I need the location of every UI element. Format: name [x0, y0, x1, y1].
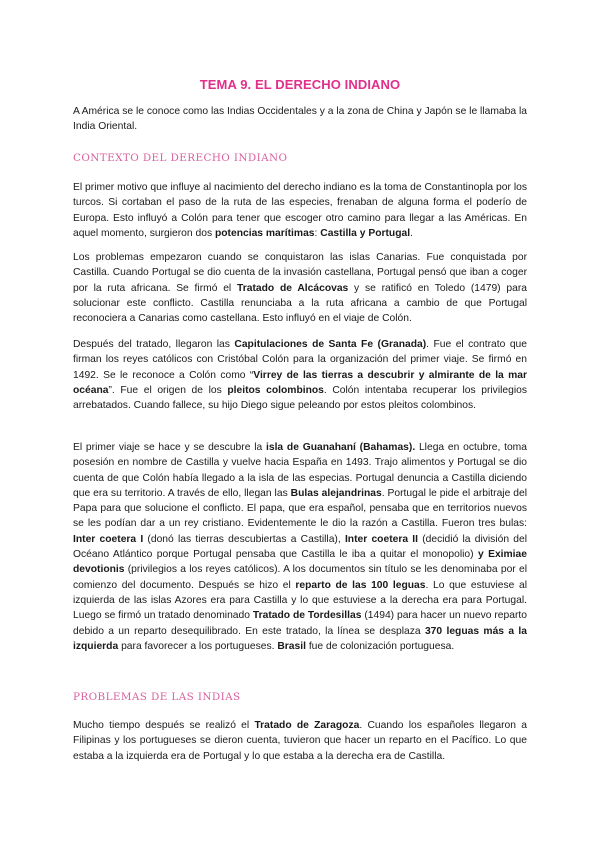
page-title: TEMA 9. EL DERECHO INDIANO [199, 77, 401, 92]
text-run: y se ratificó en Toledo (1479) para solucionar este conflicto. Castilla renunciaba a la ruta africana a cambio de que Portugal reconociera a Canarias como castellana. Esto influyó en el viaje de Colón. [73, 282, 527, 325]
bold-term: potencias marítimas [214, 227, 315, 239]
text-run: El primer motivo que influye al nacimiento del derecho indiano es la toma de Constantinopla por los turcos. Si cortaban el paso de la ruta de las especies, frenaban de alguna forma el poderío de Europa. Esto influyó a Colón para tener que escoger otro camino para llegar a las Américas. En aquel momento, surgieron dos [73, 182, 527, 239]
bold-term: Virrey de las tierras a descubrir y almirante de la mar océana [73, 369, 528, 396]
bold-term: Inter coetera I [73, 533, 144, 545]
text-run: Llega en octubre, toma posesión en nombre de Castilla y vuelve hacia España en 1493. Trajo alimentos y Portugal se dio cuenta de que Colón había llegado a la isla de las especias. Portugal denuncia a Castilla diciendo que era su territorio. A través de ello, llegan las [73, 442, 527, 499]
bold-term: Capitulaciones de Santa Fe (Granada) [234, 339, 427, 350]
text-run: (donó las tierras descubiertas a Castilla), [143, 533, 345, 545]
paragraph [73, 718, 527, 764]
text-run: . Lo que estuviese al izquierda de las islas Azores era para Castilla y lo que estuviese a la derecha era para Portugal. Luego se firmó un tratado denominado [73, 579, 528, 622]
bold-term: Castilla y Portugal [320, 227, 411, 239]
text-run: . Cuando los españoles llegaron a Filipinas y los portugueses se dieron cuenta, tuvieron que hacer un reparto en el Pacífico. Lo que estaba a la izquierda era de Portugal y lo que estaba a la derecha era de Castilla. [73, 720, 527, 762]
bold-term: reparto de las 100 leguas [295, 579, 426, 591]
bold-term: Brasil [277, 640, 306, 652]
bold-term: Tratado de Alcácovas [236, 282, 349, 294]
text-run: Los problemas empezaron cuando se conquistaron las islas Canarias. Fue conquistada por Castilla. Cuando Portugal se dio cuenta de la invasión castellana, Portugal pensó que iban a coger por la ruta africana. Se firmó el [73, 252, 527, 294]
text-run: (privilegios a los reyes católicos). A los documentos sin título se les denominaba por el comienzo del documento. Después se hizo el [73, 564, 527, 591]
text-run: Después del tratado, llegaron las [73, 339, 235, 350]
bold-term: 370 leguas más a la izquierda [73, 625, 527, 652]
paragraph [73, 337, 527, 413]
text-run: . Fue el contrato que firman los reyes católicos con Cristóbal Colón para la organización del primer viaje. Se firmó en 1492. Se le reconoce a Colón como “ [73, 339, 528, 381]
bold-term: y Eximiae devotionis [73, 549, 527, 576]
bold-term: pleitos colombinos [227, 384, 324, 396]
text-run: para favorecer a los portugueses. [118, 640, 278, 652]
intro-paragraph: A América se le conoce como las Indias Occidentales y a la zona de China y Japón se le llamaba la India Oriental. [73, 106, 527, 133]
text-run: ”. Fue el origen de los [108, 384, 228, 396]
text-run: Mucho tiempo después se realizó el [73, 720, 255, 731]
text-run: (decidió la división del Océano Atlántico porque Portugal pensaba que Castilla le iba a quitar el monopolio) [73, 533, 528, 561]
paragraph [73, 180, 527, 241]
bold-term: Tratado de Tordesillas [252, 610, 362, 622]
section-heading-contexto: CONTEXTO DEL DERECHO INDIANO [73, 152, 288, 164]
bold-term: Inter coetera II [344, 533, 419, 545]
text-run: . [410, 227, 413, 239]
bold-term: Bulas alejandrinas [290, 487, 382, 499]
text-run: (1494) para hacer un nuevo reparto debido a un reparto desequilibrado. En este tratado, la línea se desplaza [73, 610, 528, 637]
section-heading-problemas: PROBLEMAS DE LAS INDIAS [73, 691, 241, 703]
bold-term: Tratado de Zaragoza [254, 720, 360, 731]
paragraph [73, 250, 527, 326]
paragraph [73, 440, 527, 654]
text-run: : [314, 227, 321, 239]
text-run: fue de colonización portuguesa. [305, 640, 455, 652]
text-run: . Colón intentaba recuperar los privilegios arrebatados. Cuando fallece, su hijo Diego sigue peleando por estos pleitos colombinos. [73, 384, 528, 412]
text-run: . Portugal le pide el arbitraje del Papa para que solucione el conflicto. El papa, que era español, pensaba que en territorios nuevos se les podían dar a un rey cristiano. Evidentemente le dio la razón a Castilla. Fueron tres bulas: [73, 487, 527, 530]
text-run: El primer viaje se hace y se descubre la [73, 442, 266, 453]
bold-term: isla de Guanahaní (Bahamas). [265, 442, 416, 453]
